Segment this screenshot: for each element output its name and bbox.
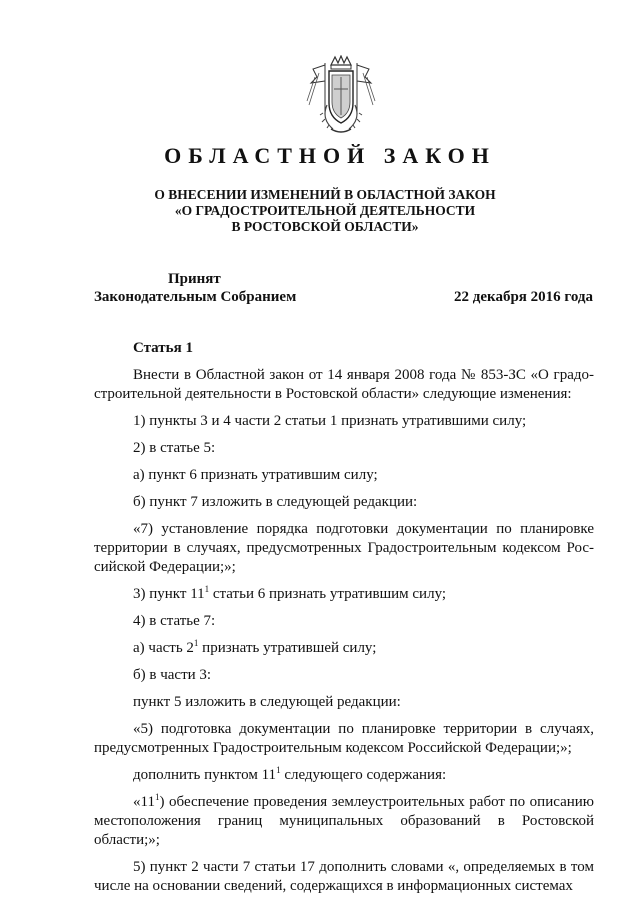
subtitle-line: В РОСТОВСКОЙ ОБЛАСТИ» xyxy=(231,219,419,234)
paragraph xyxy=(94,639,594,658)
superscript: 1 xyxy=(154,792,160,802)
superscript: 1 xyxy=(204,584,210,594)
superscript: 1 xyxy=(276,765,281,775)
paragraph: Внести в Областной закон от 14 января 2008 года № 853-ЗС «О градостроительной деятельности в Ростовской области» следующие изменения: xyxy=(94,367,594,402)
law-subtitle xyxy=(0,187,640,235)
paragraph: б) в части 3: xyxy=(133,667,212,683)
adoption-date: 22 декабря 2016 года xyxy=(454,289,593,305)
paragraph xyxy=(94,793,594,850)
text-run: 3) пункт 11 xyxy=(133,586,205,602)
subtitle-line: «О ГРАДОСТРОИТЕЛЬНОЙ ДЕЯТЕЛЬНОСТИ xyxy=(174,203,476,218)
subtitle-line: О ВНЕСЕНИИ ИЗМЕНЕНИЙ В ОБЛАСТНОЙ ЗАКОН xyxy=(154,187,496,202)
text-run: дополнить пунктом 11 xyxy=(133,767,277,783)
document-title: ОБЛАСТНОЙ ЗАКОН xyxy=(164,143,496,168)
adopted-by: Законодательным Собранием xyxy=(94,289,297,305)
paragraph: пункт 5 изложить в следующей редакции: xyxy=(133,694,401,710)
text-run: «11 xyxy=(133,794,155,810)
text-run: статьи 6 признать утратившим силу; xyxy=(209,586,447,602)
adoption-block xyxy=(94,270,296,306)
article-heading: Статья 1 xyxy=(133,340,193,356)
paragraph: 1) пункты 3 и 4 части 2 статьи 1 признать утратившими силу; xyxy=(133,413,527,429)
paragraph: а) пункт 6 признать утратившим силу; xyxy=(133,467,378,483)
paragraph xyxy=(94,585,594,604)
text-run: признать утратившей силу; xyxy=(198,640,377,656)
paragraph: 2) в статье 5: xyxy=(133,440,216,456)
paragraph xyxy=(94,766,594,785)
adopted-label: Принят xyxy=(168,271,221,287)
paragraph: б) пункт 7 изложить в следующей редакции: xyxy=(133,494,418,510)
article-body xyxy=(94,366,594,904)
paragraph: «7) установление порядка подготовки документации по планировке территории в случаях, предусмотренных Градостроительным кодексом Российской Федерации;»; xyxy=(94,521,594,575)
rostov-coat-of-arms-emblem xyxy=(305,55,377,137)
paragraph: 5) пункт 2 части 7 статьи 17 дополнить словами «, определяемых в том числе на основании сведений, содержащихся в информационных системах xyxy=(94,859,594,894)
superscript: 1 xyxy=(193,638,199,648)
text-run: ) обеспечение проведения землеустроительных работ по описанию местоположения границ муниципальных образований в Ростовской области;»; xyxy=(94,794,594,848)
text-run: следующего содержания: xyxy=(280,767,447,783)
paragraph: «5) подготовка документации по планировке территории в случаях, предусмотренных Градостроительным кодексом Российской Федерации;»; xyxy=(94,721,594,756)
paragraph: 4) в статье 7: xyxy=(133,613,216,629)
text-run: а) часть 2 xyxy=(133,640,194,656)
